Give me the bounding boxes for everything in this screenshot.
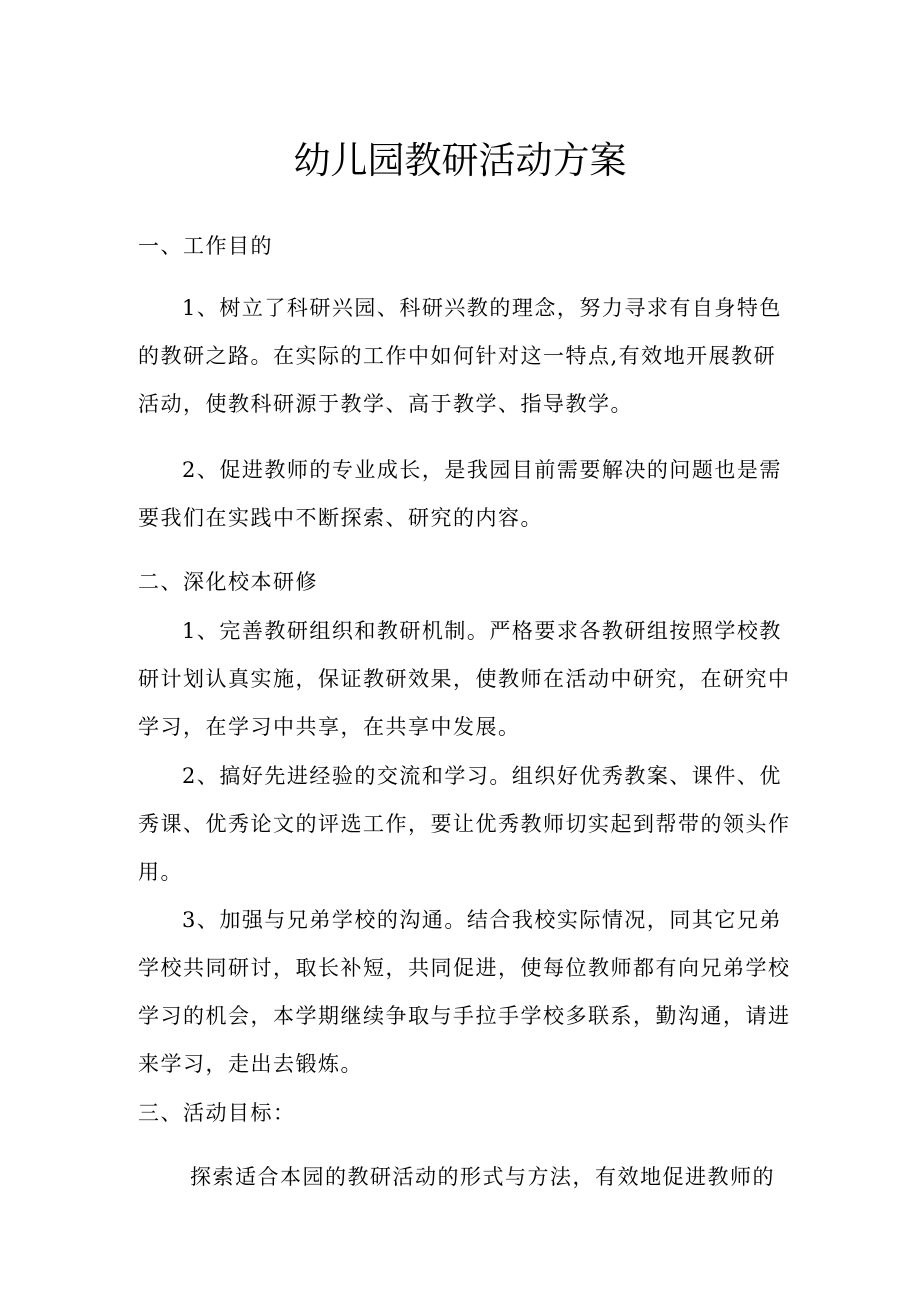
section-heading-1: 一、工作目的 [138,234,273,258]
page-title: 幼儿园教研活动方案 [293,139,627,182]
paragraph-1-1: 1、树立了科研兴园、科研兴教的理念，努力寻求有自身特色的教研之路。在实际的工作中如何针对这一特点,有效地开展教研活动，使教科研源于教学、高于教学、指导教学。 [138,296,782,416]
paragraph-1-2: 2、促进教师的专业成长，是我园目前需要解决的问题也是需要我们在实践中不断探索、研究的内容。 [138,458,782,530]
paragraph-2-3: 3、加强与兄弟学校的沟通。结合我校实际情况，同其它兄弟学校共同研讨，取长补短，共同促进，使每位教师都有向兄弟学校学习的机会，本学期继续争取与手拉手学校多联系，勤沟通，请进来学习，走出去锻炼。 [138,908,791,1076]
section-heading-2: 二、深化校本研修 [138,570,318,594]
paragraph-2-2: 2、搞好先进经验的交流和学习。组织好优秀教案、课件、优秀课、优秀论文的评选工作，要让优秀教师切实起到帮带的领头作用。 [138,764,791,884]
section-heading-3: 三、活动目标： [138,1101,296,1125]
paragraph-3-1: 探索适合本园的教研活动的形式与方法，有效地促进教师的 [190,1165,775,1189]
paragraph-2-1: 1、完善教研组织和教研机制。严格要求各教研组按照学校教研计划认真实施，保证教研效果，使教师在活动中研究，在研究中学习，在学习中共享，在共享中发展。 [138,619,791,739]
